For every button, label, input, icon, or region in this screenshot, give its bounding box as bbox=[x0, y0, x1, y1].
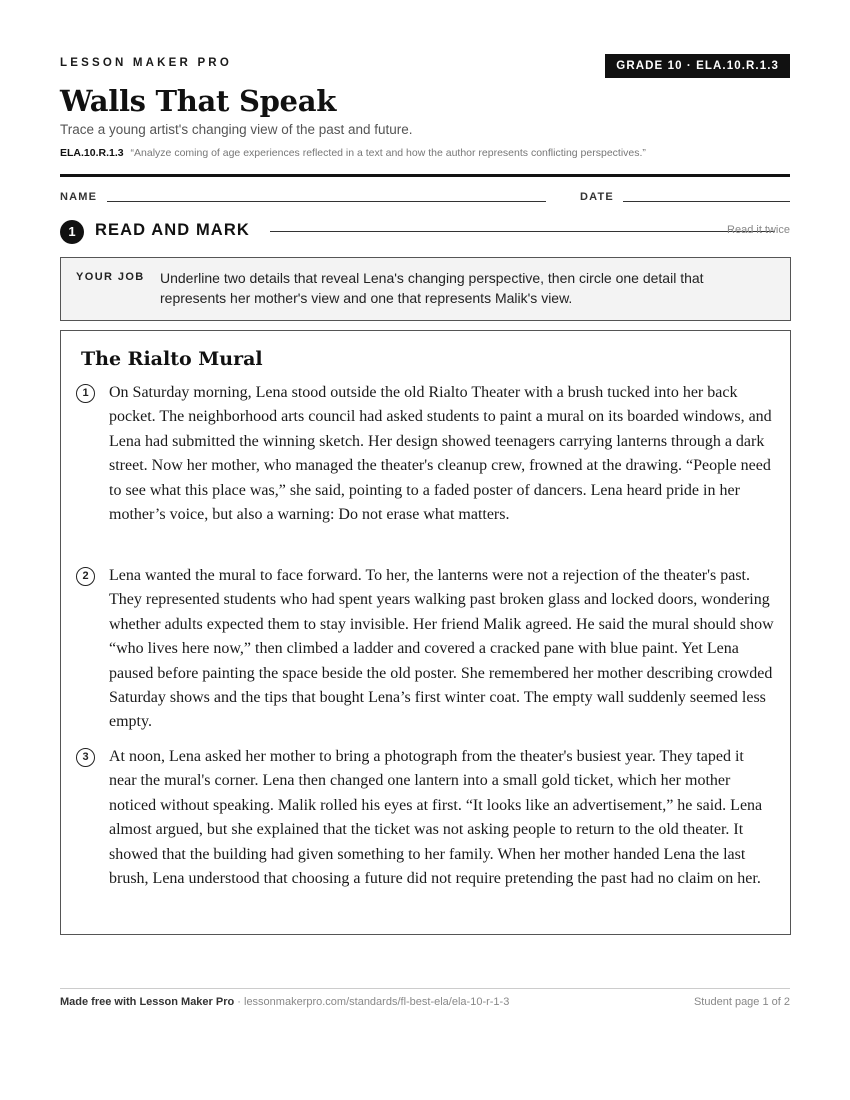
name-line[interactable] bbox=[107, 201, 546, 202]
brand-name: LESSON MAKER PRO bbox=[60, 57, 232, 69]
passage-box bbox=[60, 330, 791, 935]
page-title: Walls That Speak bbox=[60, 84, 336, 118]
footer-url[interactable]: · lessonmakerpro.com/standards/fl-best-ela/ela-10-r-1-3 bbox=[234, 996, 510, 1008]
paragraph-number-badge: 1 bbox=[76, 384, 95, 403]
date-line[interactable] bbox=[623, 201, 790, 202]
paragraph-text: On Saturday morning, Lena stood outside the old Rialto Theater with a brush tucked into her back pocket. The neighborhood arts council had asked students to paint a mural on its boarded windows, and Lena had submitted the winning sketch. Her design showed teenagers carrying lanterns through a dark street. Now her mother, who managed the theater's cleanup crew, frowned at the drawing. “People need to see what this place was,” she said, pointing to a faded poster of dancers. Lena heard pride in her mother’s voice, but also a warning: Do not erase what matters. bbox=[109, 384, 772, 524]
header-divider bbox=[60, 174, 790, 177]
section-title: READ AND MARK bbox=[95, 221, 250, 239]
job-box bbox=[60, 257, 791, 321]
section-divider bbox=[270, 231, 775, 232]
footer-divider bbox=[60, 988, 790, 989]
section-hint: Read it twice bbox=[727, 224, 790, 236]
date-label: DATE bbox=[580, 191, 614, 203]
section-number-badge: 1 bbox=[60, 220, 84, 244]
paragraph-text: Lena wanted the mural to face forward. To her, the lanterns were not a rejection of the theater's past. They represented students who had spent years walking past broken glass and locked doors, wondering whether adults expected them to stay invisible. Her friend Malik agreed. He said the mural should show “who lives here now,” then climbed a ladder and covered a cracked pane with blue paint. Yet Lena paused before painting the space beside the old poster. She remembered her mother describing crowded Saturday shows and the tips that bought Lena’s first winter coat. The empty wall suddenly seemed less empty. bbox=[109, 567, 774, 731]
standard-text: “Analyze coming of age experiences reflected in a text and how the author represents conflicting perspectives.” bbox=[130, 147, 646, 159]
paragraph-number-badge: 3 bbox=[76, 748, 95, 767]
standard-code: ELA.10.R.1.3 bbox=[60, 147, 124, 159]
paragraph-number-badge: 2 bbox=[76, 567, 95, 586]
footer-made-with: Made free with Lesson Maker Pro bbox=[60, 996, 235, 1008]
page-indicator: Student page 1 of 2 bbox=[693, 996, 790, 1008]
grade-badge: GRADE 10 · ELA.10.R.1.3 bbox=[605, 54, 790, 78]
standard-line bbox=[60, 147, 646, 159]
job-text: Underline two details that reveal Lena's changing perspective, then circle one detail that represents her mother's view and one that represents Malik's view. bbox=[160, 270, 704, 306]
page-subtitle: Trace a young artist's changing view of the past and future. bbox=[60, 122, 413, 137]
name-label: NAME bbox=[60, 191, 98, 203]
passage-title: The Rialto Mural bbox=[81, 348, 263, 370]
paragraph-text: At noon, Lena asked her mother to bring a photograph from the theater's busiest year. They taped it near the mural's corner. Lena then changed one lantern into a small gold ticket, which her mother noticed without speaking. Malik rolled his eyes at first. “It looks like an advertisement,” he said. Lena almost argued, but she explained that the ticket was not asking people to return to the old theater. It showed that the building had given something to her family. When her mother handed Lena the last brush, Lena understood that choosing a future did not require pretending the past had no claim on her. bbox=[109, 748, 763, 888]
job-label: YOUR JOB bbox=[76, 271, 145, 283]
footer-credit bbox=[60, 996, 509, 1008]
